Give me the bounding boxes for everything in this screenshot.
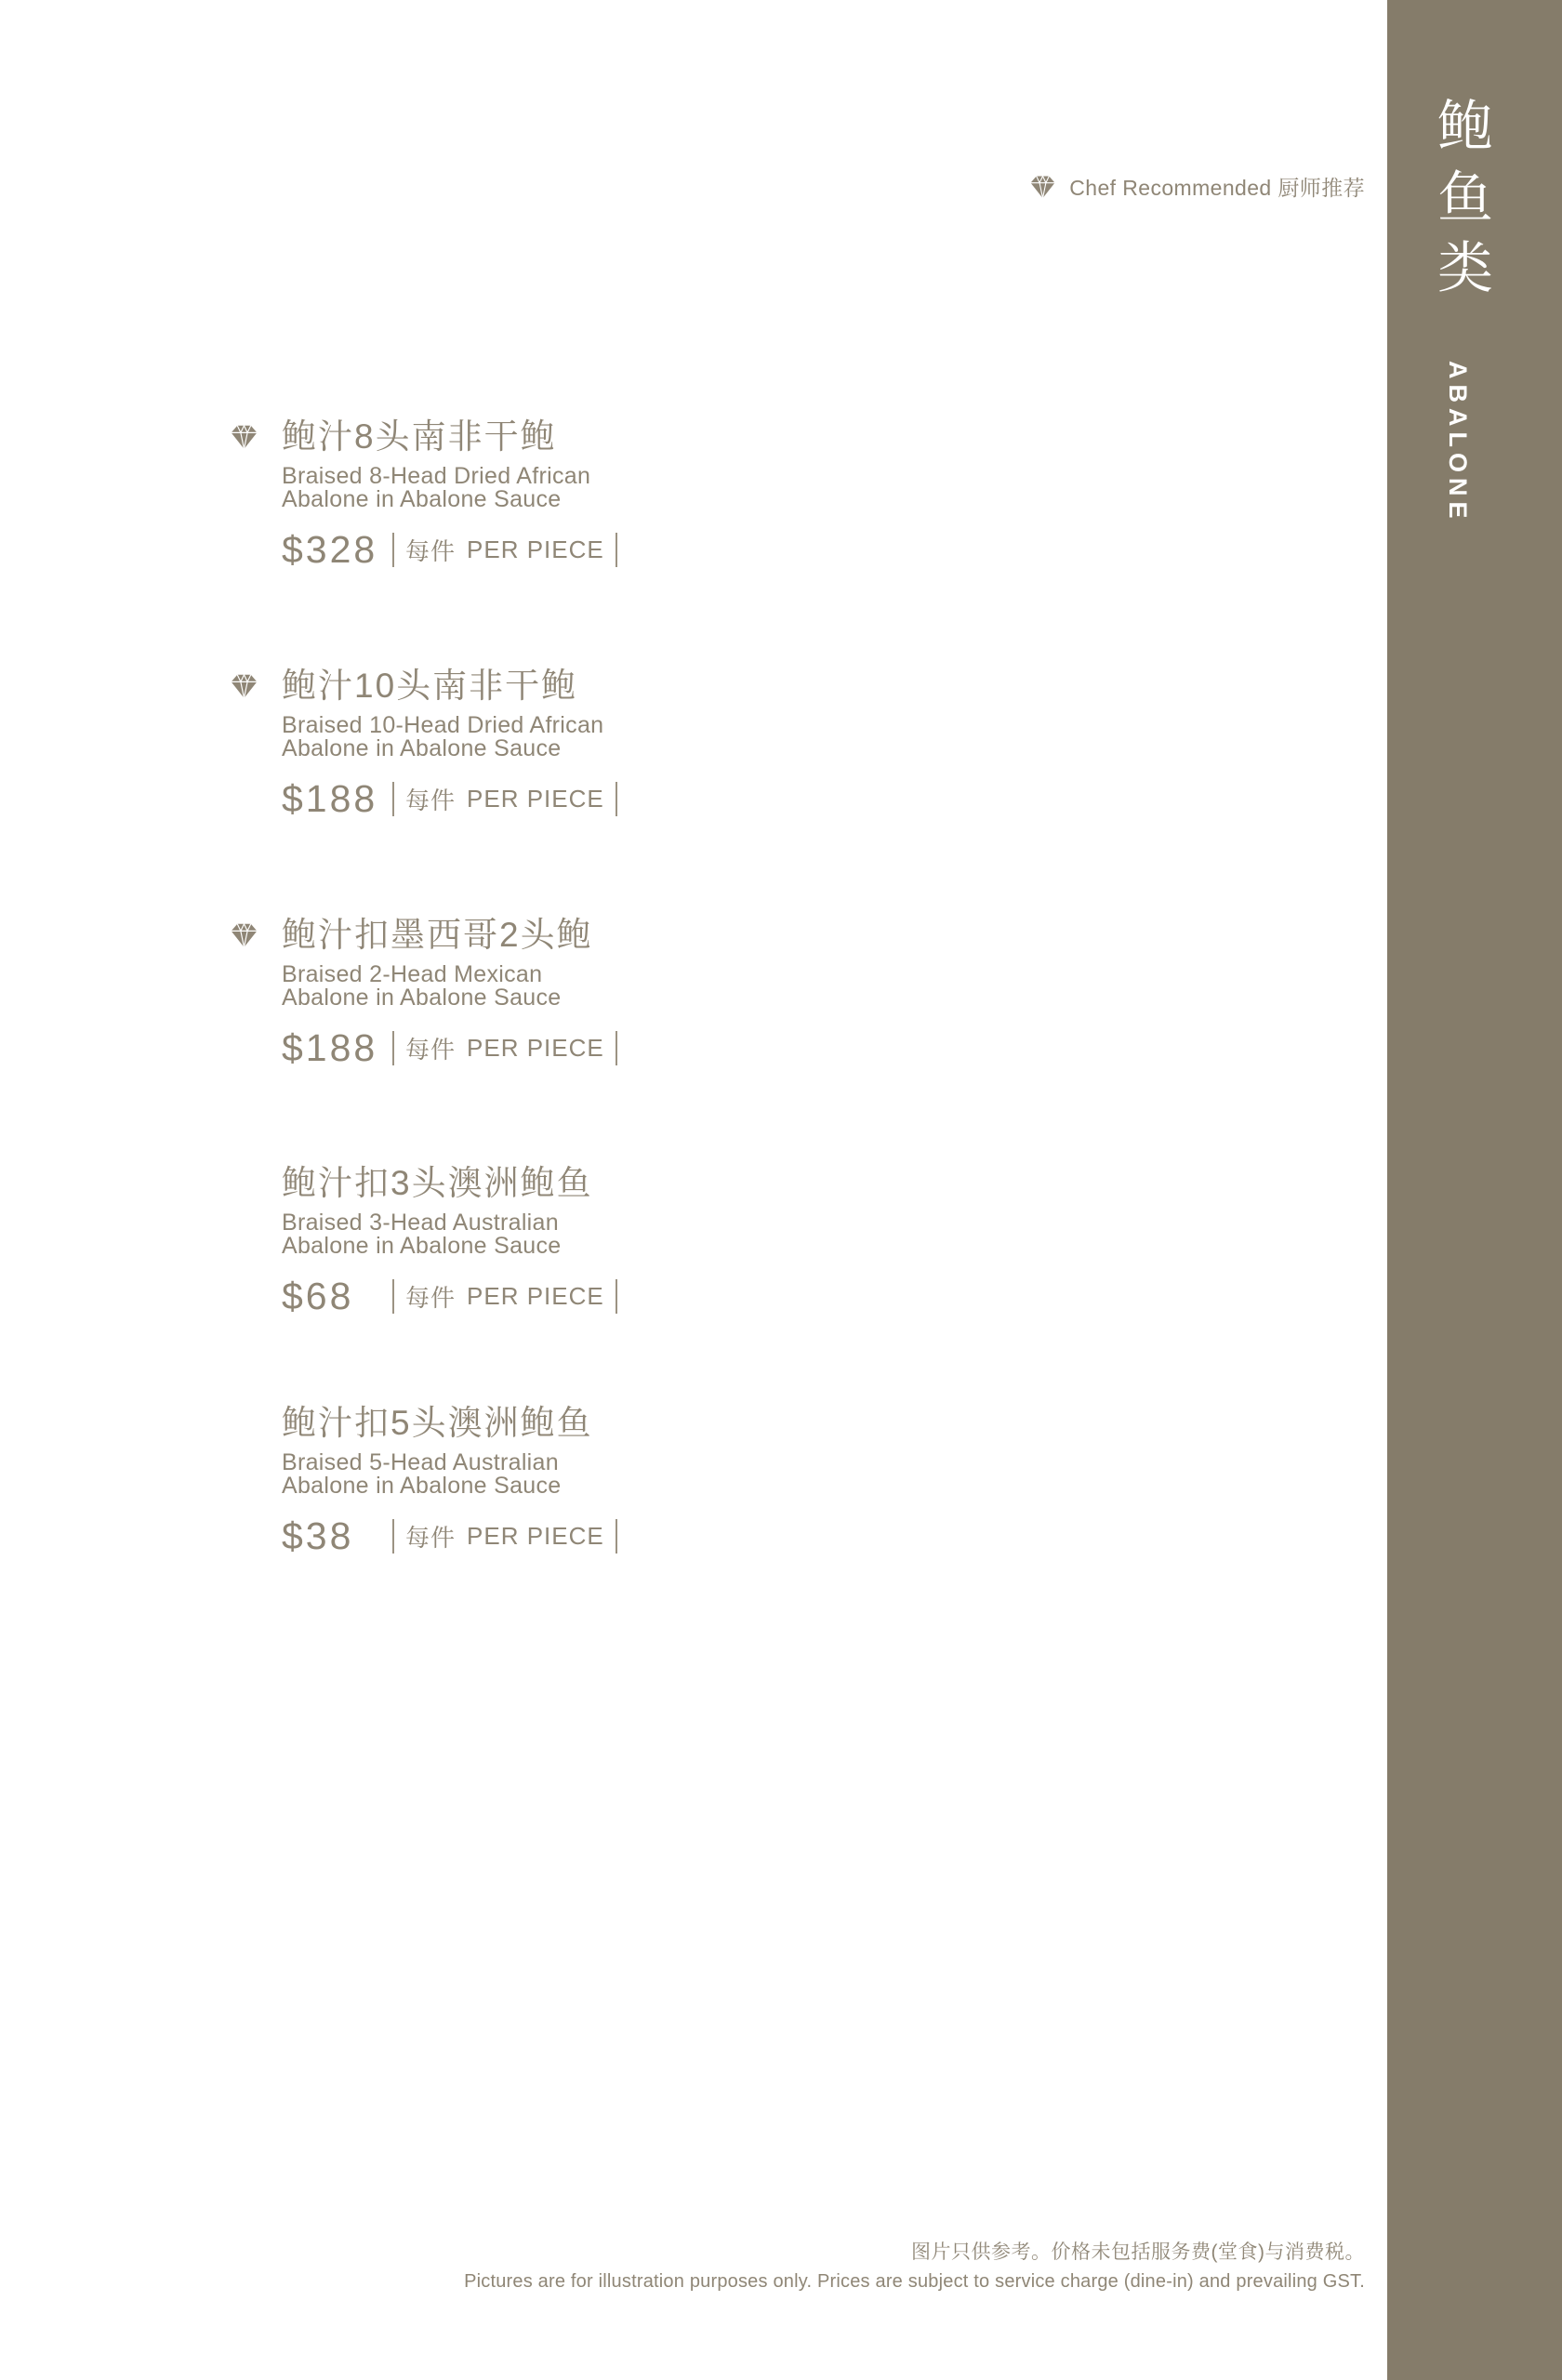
item-description-line1: Braised 5-Head Australian	[282, 1449, 559, 1475]
item-description-line1: Braised 2-Head Mexican	[282, 961, 543, 987]
item-description	[282, 1451, 861, 1498]
item-unit-english: PER PIECE	[467, 536, 604, 563]
footer-disclaimer	[464, 2237, 1365, 2293]
item-price: $328	[282, 528, 378, 571]
item-price: $68	[282, 1275, 354, 1317]
divider-bar	[392, 533, 394, 567]
chef-recommended-diamond-icon	[229, 672, 259, 700]
chef-recommended-label: Chef Recommended 厨师推荐	[1069, 176, 1365, 200]
item-description	[282, 714, 861, 760]
item-price: $38	[282, 1514, 354, 1557]
item-price-row	[282, 777, 861, 821]
divider-bar	[616, 1519, 617, 1554]
category-sidebar	[1387, 0, 1562, 2380]
menu-item	[229, 416, 861, 572]
item-price-row	[282, 1275, 861, 1318]
item-price-row	[282, 1026, 861, 1070]
divider-bar	[392, 1279, 394, 1314]
item-description	[282, 465, 861, 511]
chef-recommended-diamond-icon	[229, 423, 259, 451]
item-unit-chinese: 每件	[405, 537, 457, 565]
item-name-chinese: 鲍汁扣墨西哥2头鲍	[282, 916, 593, 954]
item-name-chinese: 鲍汁8头南非干鲍	[282, 417, 557, 456]
menu-item	[229, 666, 861, 821]
item-price-row	[282, 1514, 861, 1558]
item-unit-english: PER PIECE	[467, 1522, 604, 1550]
item-description	[282, 1211, 861, 1258]
divider-bar	[392, 1519, 394, 1554]
item-unit-chinese: 每件	[405, 787, 457, 814]
category-title-english: ABALONE	[1444, 361, 1472, 524]
item-unit-english: PER PIECE	[467, 1034, 604, 1062]
item-description-line2: Abalone in Abalone Sauce	[282, 1473, 562, 1499]
item-description-line1: Braised 8-Head Dried African	[282, 463, 591, 489]
item-unit	[392, 782, 617, 816]
item-description-line2: Abalone in Abalone Sauce	[282, 735, 562, 761]
item-price-row	[282, 528, 861, 572]
divider-bar	[616, 1279, 617, 1314]
item-name-chinese: 鲍汁扣5头澳洲鲍鱼	[282, 1404, 593, 1442]
footer-disclaimer-chinese: 图片只供参考。价格未包括服务费(堂食)与消费税。	[911, 2241, 1365, 2263]
chef-recommended-diamond-icon	[229, 921, 259, 949]
item-unit-english: PER PIECE	[467, 785, 604, 813]
item-unit-chinese: 每件	[405, 1284, 457, 1312]
divider-bar	[392, 782, 394, 816]
item-unit-english: PER PIECE	[467, 1282, 604, 1310]
chef-recommended-diamond-icon	[1028, 174, 1057, 200]
divider-bar	[616, 533, 617, 567]
item-description-line1: Braised 10-Head Dried African	[282, 712, 604, 738]
item-unit	[392, 1279, 617, 1314]
menu-item	[229, 1403, 861, 1558]
divider-bar	[616, 782, 617, 816]
item-unit-chinese: 每件	[405, 1036, 457, 1064]
item-unit	[392, 1519, 617, 1554]
item-description-line2: Abalone in Abalone Sauce	[282, 486, 562, 512]
item-name-chinese: 鲍汁扣3头澳洲鲍鱼	[282, 1164, 593, 1202]
footer-disclaimer-english: Pictures are for illustration purposes only. Prices are subject to service charge (dine-in) and prevailing GST.	[464, 2271, 1365, 2292]
item-price: $188	[282, 1026, 378, 1069]
category-title-chinese: 鲍鱼类	[1430, 97, 1492, 309]
divider-bar	[392, 1031, 394, 1065]
menu-item	[229, 1163, 861, 1318]
item-description-line2: Abalone in Abalone Sauce	[282, 985, 562, 1011]
item-name-chinese: 鲍汁10头南非干鲍	[282, 667, 578, 705]
item-unit	[392, 1031, 617, 1065]
item-unit-chinese: 每件	[405, 1524, 457, 1552]
item-unit	[392, 533, 617, 567]
item-description-line2: Abalone in Abalone Sauce	[282, 1233, 562, 1259]
chef-recommended-legend	[1028, 171, 1365, 202]
divider-bar	[616, 1031, 617, 1065]
item-description	[282, 963, 861, 1010]
menu-item	[229, 915, 861, 1070]
item-description-line1: Braised 3-Head Australian	[282, 1210, 559, 1236]
item-price: $188	[282, 777, 378, 820]
